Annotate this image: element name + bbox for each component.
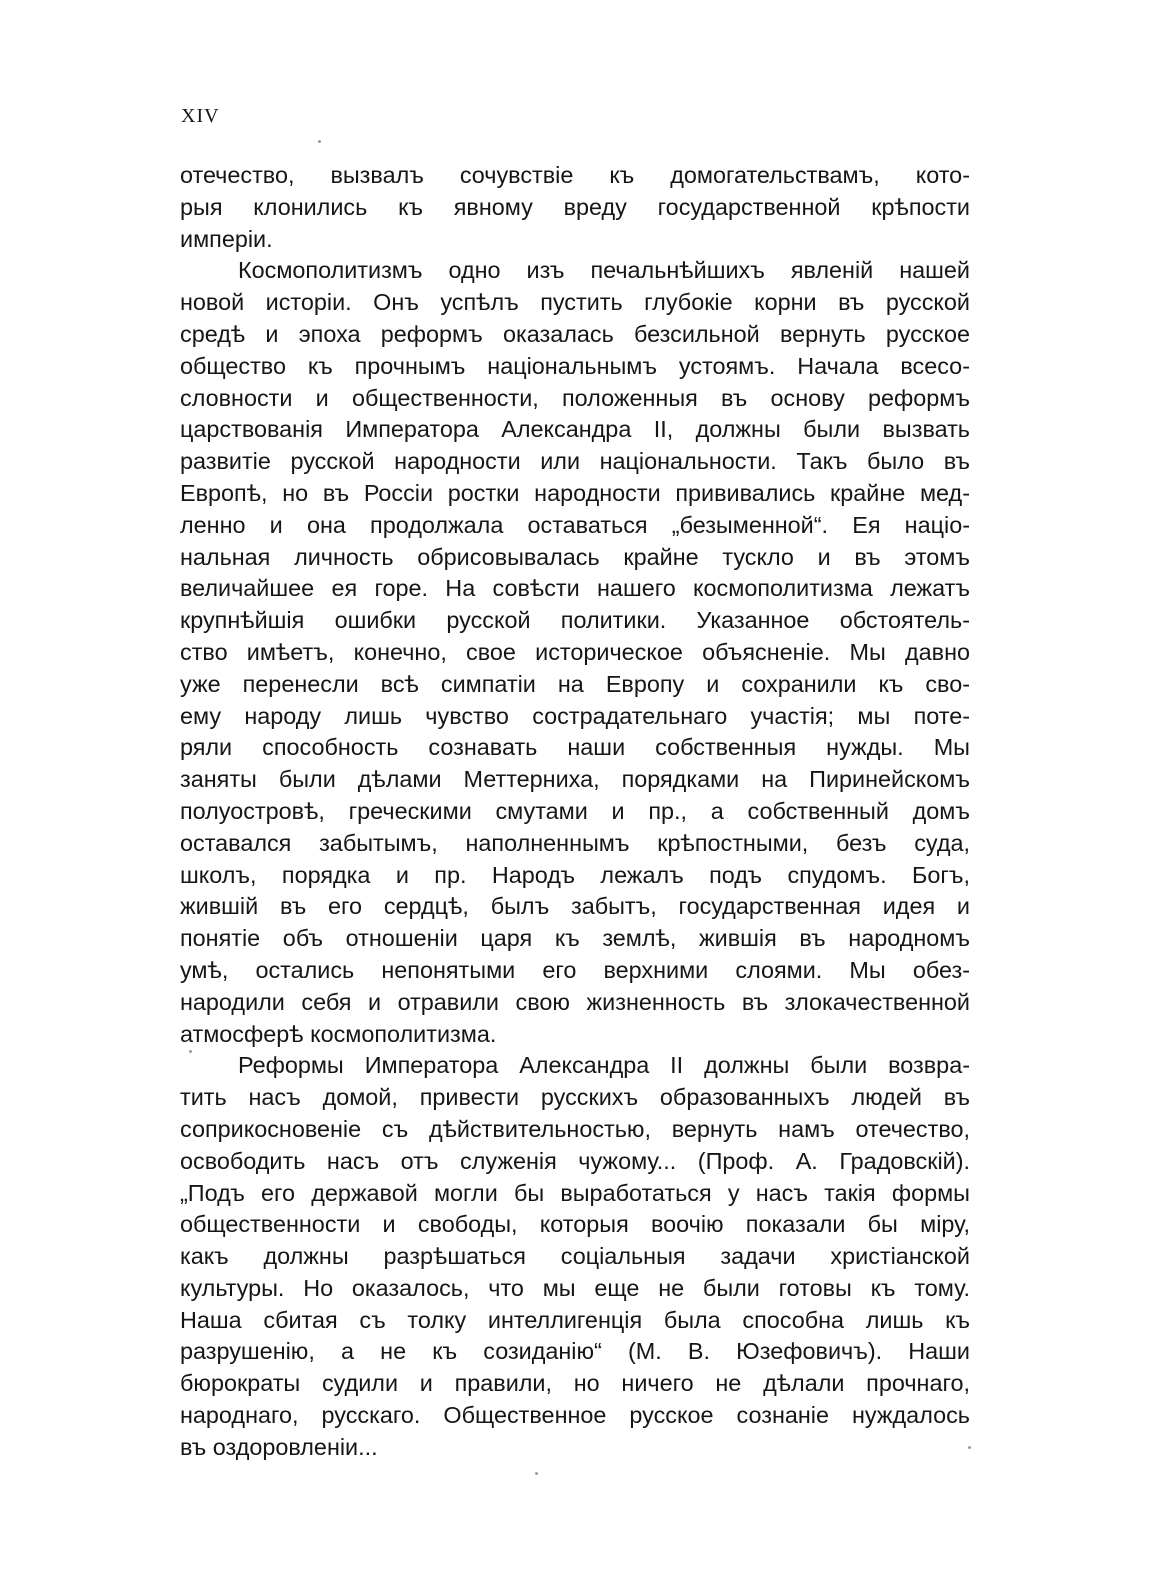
text-line: общество къ прочнымъ національнымъ устоямъ. Начала всесо- [180,352,970,379]
text-line: въ оздоровленіи... [180,1433,378,1460]
text-line: уже перенесли всѣ симпатіи на Европу и сохранили къ сво- [180,670,970,697]
text-line: величайшее ея горе. На совѣсти нашего космополитизма лежатъ [180,575,970,602]
text-line: понятіе объ отношеніи царя къ землѣ, жившія въ народномъ [180,925,970,952]
text-line: умѣ, остались непонятыми его верхними слоями. Мы обез- [180,956,970,983]
print-speck [189,1050,192,1053]
paragraph [180,255,970,1050]
text-line: общественности и свободы, которыя воочію показали бы міру, [180,1211,970,1238]
text-line: Европѣ, но въ Россіи ростки народности прививались крайне мед- [180,479,970,506]
paragraph [180,1050,970,1463]
text-line: какъ должны разрѣшаться соціальныя задачи христіанской [180,1243,970,1270]
text-line: отечество, вызвалъ сочувствіе къ домогательствамъ, кото- [180,162,970,188]
print-speck [535,1472,538,1475]
text-line: освободить насъ отъ служенія чужому... (Проф. А. Градовскій). [180,1147,970,1174]
text-line: школъ, порядка и пр. Народъ лежалъ подъ спудомъ. Богъ, [180,861,970,888]
text-line: Космополитизмъ одно изъ печальнѣйшихъ явленій нашей [238,257,970,284]
text-line: ему народу лишь чувство сострадательнаго участія; мы поте- [180,702,970,729]
text-line: культуры. Но оказалось, что мы еще не были готовы къ тому. [180,1274,970,1301]
text-line: средѣ и эпоха реформъ оказалась безсильной вернуть русское [180,320,970,347]
text-line: соприкосновеніе съ дѣйствительностью, вернуть намъ отечество, [180,1115,970,1142]
print-speck [318,140,321,143]
text-line: тить насъ домой, привести русскихъ образованныхъ людей въ [180,1084,970,1111]
print-speck [968,1446,971,1449]
text-line: разрушенію, а не къ созиданію“ (М. В. Юзефовичъ). Наши [180,1338,970,1365]
body-text [180,160,970,1464]
text-line: ряли способность сознавать наши собственныя нужды. Мы [180,734,970,761]
text-line: царствованія Императора Александра II, должны были вызвать [180,416,970,443]
text-line: Наша сбитая съ толку интеллигенція была способна лишь къ [180,1306,970,1333]
text-line: Реформы Императора Александра II должны были возвра- [238,1052,970,1079]
text-line: „Подъ его державой могли бы выработаться у насъ такія формы [180,1179,970,1206]
text-line: словности и общественности, положенныя въ основу реформъ [180,384,970,411]
text-line: оставался забытымъ, наполненнымъ крѣпостными, безъ суда, [180,829,970,856]
text-line: имперіи. [180,225,273,252]
text-line: крупнѣйшія ошибки русской политики. Указанное обстоятель- [180,607,970,634]
text-line: рыя клонились къ явному вреду государственной крѣпости [180,193,970,220]
text-line: народили себя и отравили свою жизненность въ злокачественной [180,988,970,1015]
text-line: народнаго, русскаго. Общественное русское сознаніе нуждалось [180,1402,970,1429]
text-line: полуостровѣ, греческими смутами и пр., а собственный домъ [180,797,970,824]
text-line: ство имѣетъ, конечно, свое историческое объясненіе. Мы давно [180,638,970,665]
text-line: ленно и она продолжала оставаться „безыменной“. Ея націо- [180,511,970,538]
text-line: новой исторіи. Онъ успѣлъ пустить глубокіе корни въ русской [180,289,970,316]
text-line: бюрократы судили и правили, но ничего не дѣлали прочнаго, [180,1370,970,1397]
text-line: атмосферѣ космополитизма. [180,1020,497,1047]
text-line: развитіе русской народности или національности. Такъ было въ [180,448,970,475]
text-line: нальная личность обрисовывалась крайне тускло и въ этомъ [180,543,970,570]
text-line: жившій въ его сердцѣ, былъ забытъ, государственная идея и [180,893,970,920]
paragraph [180,160,970,255]
text-line: заняты были дѣлами Меттерниха, порядками на Пиринейскомъ [180,766,970,793]
page-number: XIV [181,105,220,127]
